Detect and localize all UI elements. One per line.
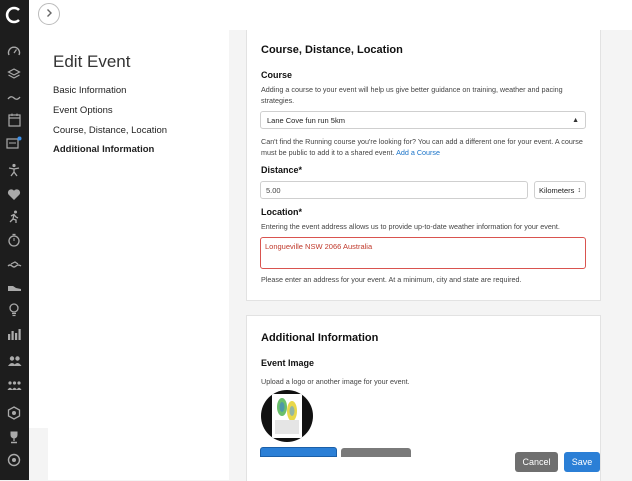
workout-icon[interactable] — [6, 163, 22, 177]
badge-icon[interactable] — [6, 406, 22, 420]
distance-label: Distance* — [261, 165, 303, 175]
location-label: Location* — [261, 207, 303, 217]
calendar-icon[interactable] — [6, 113, 22, 127]
location-textarea[interactable] — [260, 237, 586, 269]
section-heading: Course, Distance, Location — [261, 44, 403, 56]
edit-event-nav — [29, 30, 229, 428]
location-value: Longueville NSW 2066 Australia — [265, 242, 373, 251]
running-icon[interactable] — [6, 210, 22, 224]
connections-icon[interactable] — [6, 378, 22, 392]
groups-icon[interactable] — [6, 354, 22, 368]
flip-flops-image-icon — [261, 390, 313, 442]
app-icon-rail — [0, 0, 29, 480]
page-title: Edit Event — [53, 52, 131, 71]
swim-icon[interactable] — [6, 257, 22, 271]
dashboard-icon[interactable] — [6, 44, 22, 58]
course-help-text: Adding a course to your event will help us give better guidance on training, weather and pacing strategies. — [261, 85, 563, 105]
distance-input[interactable] — [260, 181, 528, 199]
chart-icon[interactable] — [6, 327, 22, 341]
activity-icon[interactable] — [6, 91, 22, 105]
course-distance-location-card — [246, 30, 601, 301]
nav-item-course-distance-location[interactable]: Course, Distance, Location — [53, 125, 168, 136]
inbox-icon[interactable] — [6, 136, 22, 150]
shoe-icon[interactable] — [6, 280, 22, 294]
add-course-link[interactable]: Add a Course — [396, 148, 441, 157]
top-bar — [29, 0, 632, 30]
lightbulb-icon[interactable] — [6, 303, 22, 317]
course-label: Course — [261, 70, 293, 80]
course-note-text: Can't find the Running course you're looking for? You can add a different one for your event. A course must be public to add it to a shared event. — [261, 137, 583, 157]
heart-icon[interactable] — [6, 187, 22, 201]
distance-value: 5.00 — [266, 185, 281, 195]
select-arrows-icon: ▲︎ — [572, 116, 579, 124]
circle-dot-icon[interactable] — [6, 453, 22, 467]
nav-item-additional-information[interactable]: Additional Information — [53, 144, 155, 155]
nav-item-event-options[interactable]: Event Options — [53, 105, 113, 116]
distance-unit-value: Kilometers — [539, 185, 575, 195]
course-select[interactable] — [260, 111, 586, 129]
remove-image-button[interactable] — [341, 448, 411, 457]
event-image-label: Event Image — [261, 358, 315, 368]
layers-icon[interactable] — [6, 67, 22, 81]
event-image-help: Upload a logo or another image for your event. — [261, 377, 410, 386]
upload-image-button[interactable] — [260, 447, 337, 457]
location-error-message: Please enter an address for your event. At a minimum, city and state are required. — [261, 275, 522, 284]
stopwatch-icon[interactable] — [6, 233, 22, 247]
nav-item-basic-information[interactable]: Basic Information — [53, 85, 127, 96]
course-select-value: Lane Cove fun run 5km — [267, 115, 345, 125]
section-heading: Additional Information — [261, 332, 379, 344]
location-help-text: Entering the event address allows us to provide up-to-date weather information for your event. — [261, 222, 560, 231]
event-image-thumbnail — [261, 390, 313, 442]
cancel-button[interactable]: Cancel — [515, 452, 558, 472]
nav-panel-footer — [48, 428, 229, 480]
distance-unit-select[interactable] — [534, 181, 586, 199]
collapse-toggle-button[interactable] — [38, 3, 60, 25]
save-button[interactable]: Save — [564, 452, 600, 472]
select-arrows-icon: ↕ — [577, 186, 581, 194]
chevron-right-icon — [45, 5, 53, 23]
trophy-icon[interactable] — [6, 430, 22, 444]
course-note — [261, 136, 586, 158]
garmin-logo-icon[interactable] — [4, 6, 24, 24]
